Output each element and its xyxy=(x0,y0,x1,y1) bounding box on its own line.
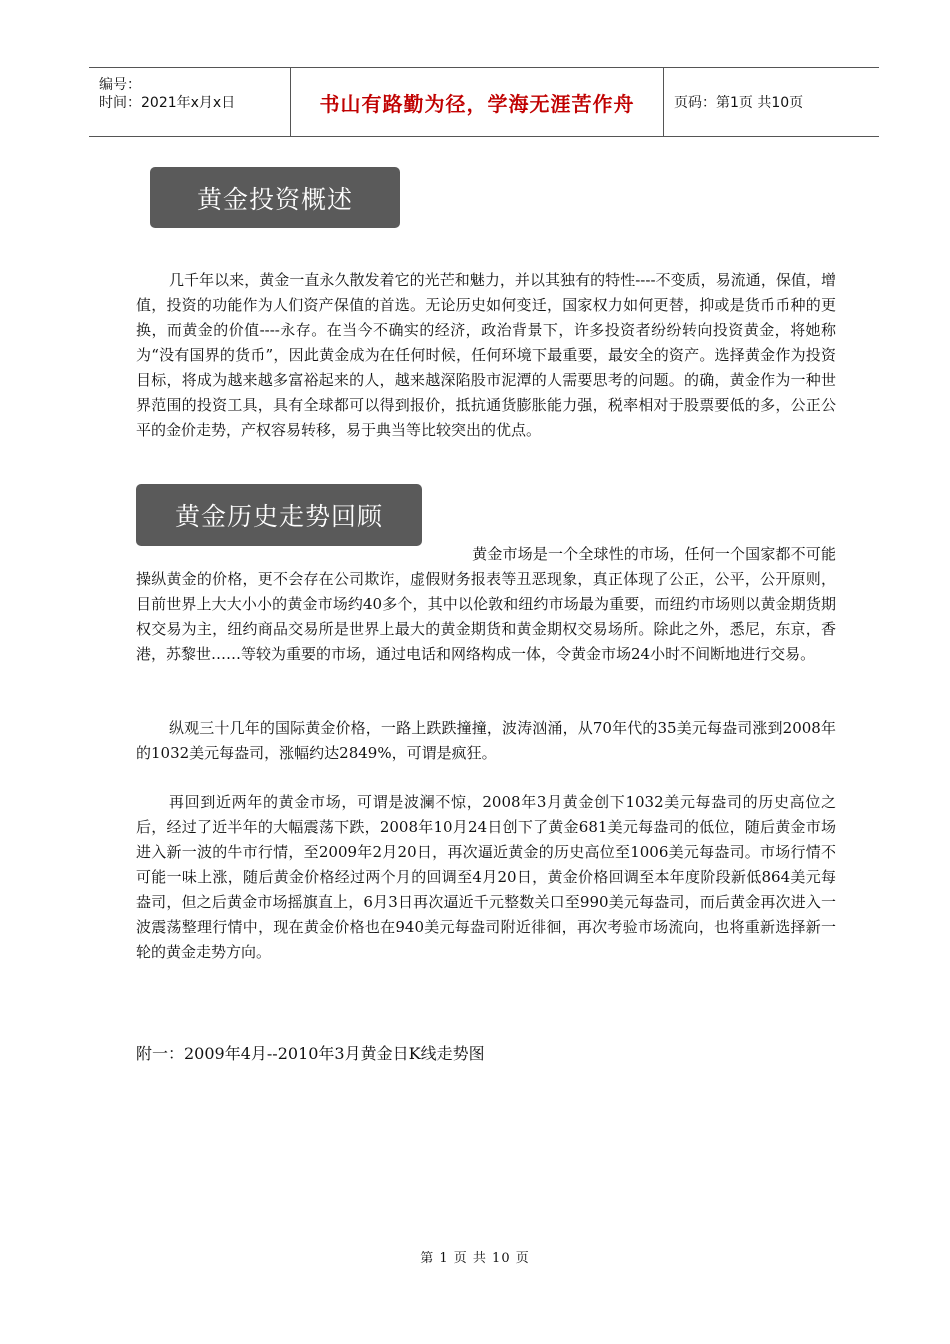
section-title-overview: 黄金投资概述 xyxy=(150,167,400,228)
paragraph-overview: 几千年以来，黄金一直永久散发着它的光芒和魅力，并以其独有的特性----不变质，易流通，保值，增值，投资的功能作为人们资产保值的首选。无论历史如何变迁，国家权力如何更替，抑或是货币币种的更换，而黄金的价值----永存。在当今不确实的经济，政治背景下，许多投资者纷纷转向投资黄金，将她称为“没有国界的货币”，因此黄金成为在任何时候，任何环境下最重要，最安全的资产。选择黄金作为投资目标，将成为越来越多富裕起来的人，越来越深陷股市泥潭的人需要思考的问题。的确，黄金作为一种世界范围的投资工具，具有全球都可以得到报价，抵抗通货膨胀能力强，税率相对于股票要低的多，公正公平的金价走势，产权容易转移，易于典当等比较突出的优点。 xyxy=(136,271,836,439)
header-page-info xyxy=(664,68,879,136)
paragraph-market-text: 黄金市场是一个全球性的市场，任何一个国家都不可能操纵黄金的价格，更不会存在公司欺诈，虚假财务报表等丑恶现象，真正体现了公正，公平，公开原则，目前世界上大大小小的黄金市场约40多个，其中以伦敦和纽约市场最为重要，而纽约市场则以黄金期货期权交易为主，纽约商品交易所是世界上最大的黄金期货和黄金期权交易场所。除此之外，悉尼，东京，香港，苏黎世……等较为重要的市场，通过电话和网络构成一体，令黄金市场24小时不间断地进行交易。 xyxy=(136,545,836,663)
doc-number-label: 编号： xyxy=(99,77,141,93)
motto-text: 书山有路勤为径，学海无涯苦作舟 xyxy=(319,91,635,116)
page-info-text: 页码：第1页 共10页 xyxy=(674,95,804,111)
header-motto xyxy=(290,68,664,136)
doc-time-label: 时间：2021年x月x日 xyxy=(99,95,236,111)
paragraph-recent-market: 再回到近两年的黄金市场，可谓是波澜不惊，2008年3月黄金创下1032美元每盎司的历史高位之后，经过了近半年的大幅震荡下跌，2008年10月24日创下了黄金681美元每盎司的低位，随后黄金市场进入新一波的牛市行情，至2009年2月20日，再次逼近黄金的历史高位至1006美元每盎司。市场行情不可能一味上涨，随后黄金价格经过两个月的回调至4月20日，黄金价格回调至本年度阶段新低864美元每盎司，但之后黄金市场摇旗直上，6月3日再次逼近千元整数关口至990美元每盎司，而后黄金再次进入一波震荡整理行情中，现在黄金价格也在940美元每盎司附近徘徊，再次考验市场流向，也将重新选择新一轮的黄金走势方向。 xyxy=(136,793,836,961)
page-footer: 第 1 页 共 10 页 xyxy=(420,1251,530,1266)
header-meta xyxy=(89,68,289,136)
paragraph-price-history: 纵观三十几年的国际黄金价格，一路上跌跌撞撞，波涛汹涌，从70年代的35美元每盎司涨到2008年的1032美元每盎司，涨幅约达2849%，可谓是疯狂。 xyxy=(136,719,836,762)
appendix-caption: 附一：2009年4月--2010年3月黄金日K线走势图 xyxy=(136,1044,485,1063)
section-title-history: 黄金历史走势回顾 xyxy=(136,484,422,546)
page-header xyxy=(89,67,879,137)
paragraph-market xyxy=(136,542,836,667)
